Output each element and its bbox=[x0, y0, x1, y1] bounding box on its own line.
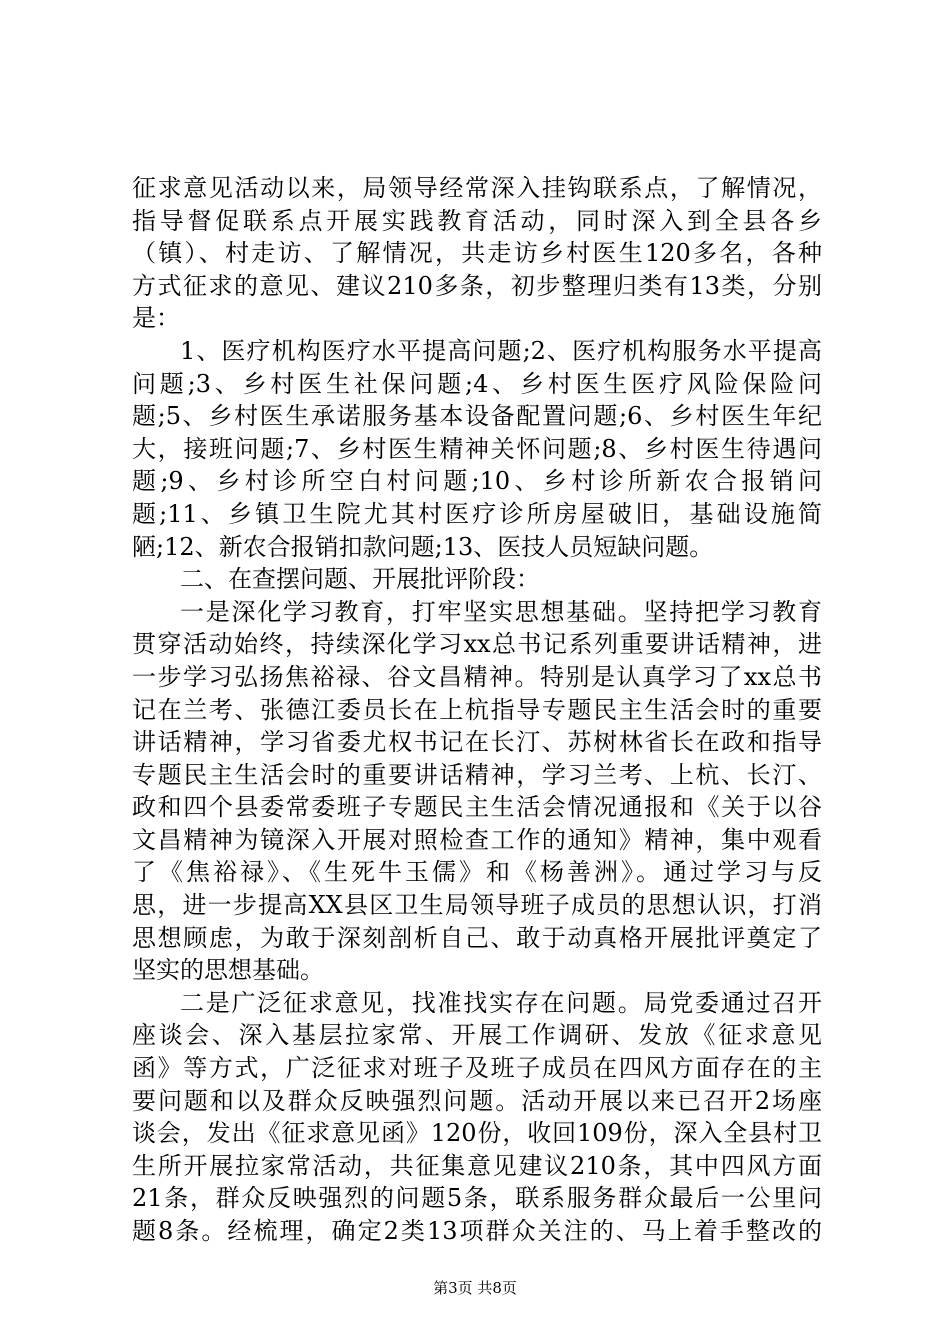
text-line: 文昌精神为镜深入开展对照检查工作的通知》精神，集中观看 bbox=[132, 825, 822, 854]
text-line: 二、在查摆问题、开展批评阶段： bbox=[180, 565, 540, 594]
text-line: 题;11、乡镇卫生院尤其村医疗诊所房屋破旧，基础设施简 bbox=[132, 499, 822, 528]
text-line: 二是广泛征求意见，找准找实存在问题。局党委通过召开 bbox=[180, 988, 822, 1017]
text-line: 大，接班问题;7、乡村医生精神关怀问题;8、乡村医生待遇问 bbox=[132, 434, 822, 463]
text-line: 座谈会、深入基层拉家常、开展工作调研、发放《征求意见 bbox=[132, 1021, 822, 1050]
page-number-footer: 第3页 共8页 bbox=[433, 1279, 517, 1297]
text-line: 记在兰考、张德江委员长在上杭指导专题民主生活会时的重要 bbox=[132, 695, 822, 724]
text-line: 政和四个县委常委班子专题民主生活会情况通报和《关于以谷 bbox=[132, 793, 822, 822]
text-line: 题8条。经梳理，确定2类13项群众关注的、马上着手整改的 bbox=[132, 1217, 822, 1245]
text-line: 生所开展拉家常活动，共征集意见建议210条，其中四风方面 bbox=[132, 1151, 822, 1180]
text-line: 贯穿活动始终，持续深化学习xx总书记系列重要讲话精神，进 bbox=[132, 630, 822, 659]
text-line: 谈会，发出《征求意见函》120份，收回109份，深入全县村卫 bbox=[132, 1119, 822, 1148]
text-line: 21条，群众反映强烈的问题5条，联系服务群众最后一公里问 bbox=[132, 1184, 822, 1213]
text-line: 一是深化学习教育，打牢坚实思想基础。坚持把学习教育 bbox=[180, 597, 822, 626]
text-line: 思，进一步提高XX县区卫生局领导班子成员的思想认识，打消 bbox=[132, 891, 822, 920]
text-line: 了《焦裕禄》、《生死牛玉儒》和《杨善洲》。通过学习与反 bbox=[132, 858, 822, 887]
text-line: 题;5、乡村医生承诺服务基本设备配置问题;6、乡村医生年纪 bbox=[132, 402, 822, 431]
text-line: 坚实的思想基础。 bbox=[132, 956, 324, 985]
text-line: 专题民主生活会时的重要讲话精神，学习兰考、上杭、长汀、 bbox=[132, 760, 822, 789]
text-line: 是： bbox=[132, 304, 180, 333]
text-line: 思想顾虑，为敢于深刻剖析自己、敢于动真格开展批评奠定了 bbox=[132, 923, 822, 952]
text-line: 函》等方式，广泛征求对班子及班子成员在四风方面存在的主 bbox=[132, 1054, 822, 1083]
text-line: 一步学习弘扬焦裕禄、谷文昌精神。特别是认真学习了xx总书 bbox=[132, 662, 822, 691]
text-line: 方式征求的意见、建议210多条，初步整理归类有13类，分别 bbox=[132, 271, 822, 300]
text-line: 题;9、乡村诊所空白村问题;10、乡村诊所新农合报销问 bbox=[132, 467, 822, 496]
text-line: 1、医疗机构医疗水平提高问题;2、医疗机构服务水平提高 bbox=[180, 336, 822, 365]
text-line: （镇）、村走访、了解情况，共走访乡村医生120多名，各种 bbox=[132, 239, 822, 268]
text-line: 征求意见活动以来，局领导经常深入挂钩联系点，了解情况， bbox=[132, 174, 822, 202]
text-line: 讲话精神，学习省委尤权书记在长汀、苏树林省长在政和指导 bbox=[132, 728, 822, 757]
text-line: 陋;12、新农合报销扣款问题;13、医技人员短缺问题。 bbox=[132, 532, 714, 561]
text-line: 要问题和以及群众反映强烈问题。活动开展以来已召开2场座 bbox=[132, 1086, 822, 1115]
text-line: 问题;3、乡村医生社保问题;4、乡村医生医疗风险保险问 bbox=[132, 369, 822, 398]
text-line: 指导督促联系点开展实践教育活动，同时深入到全县各乡 bbox=[132, 206, 822, 235]
document-body bbox=[132, 172, 822, 1248]
